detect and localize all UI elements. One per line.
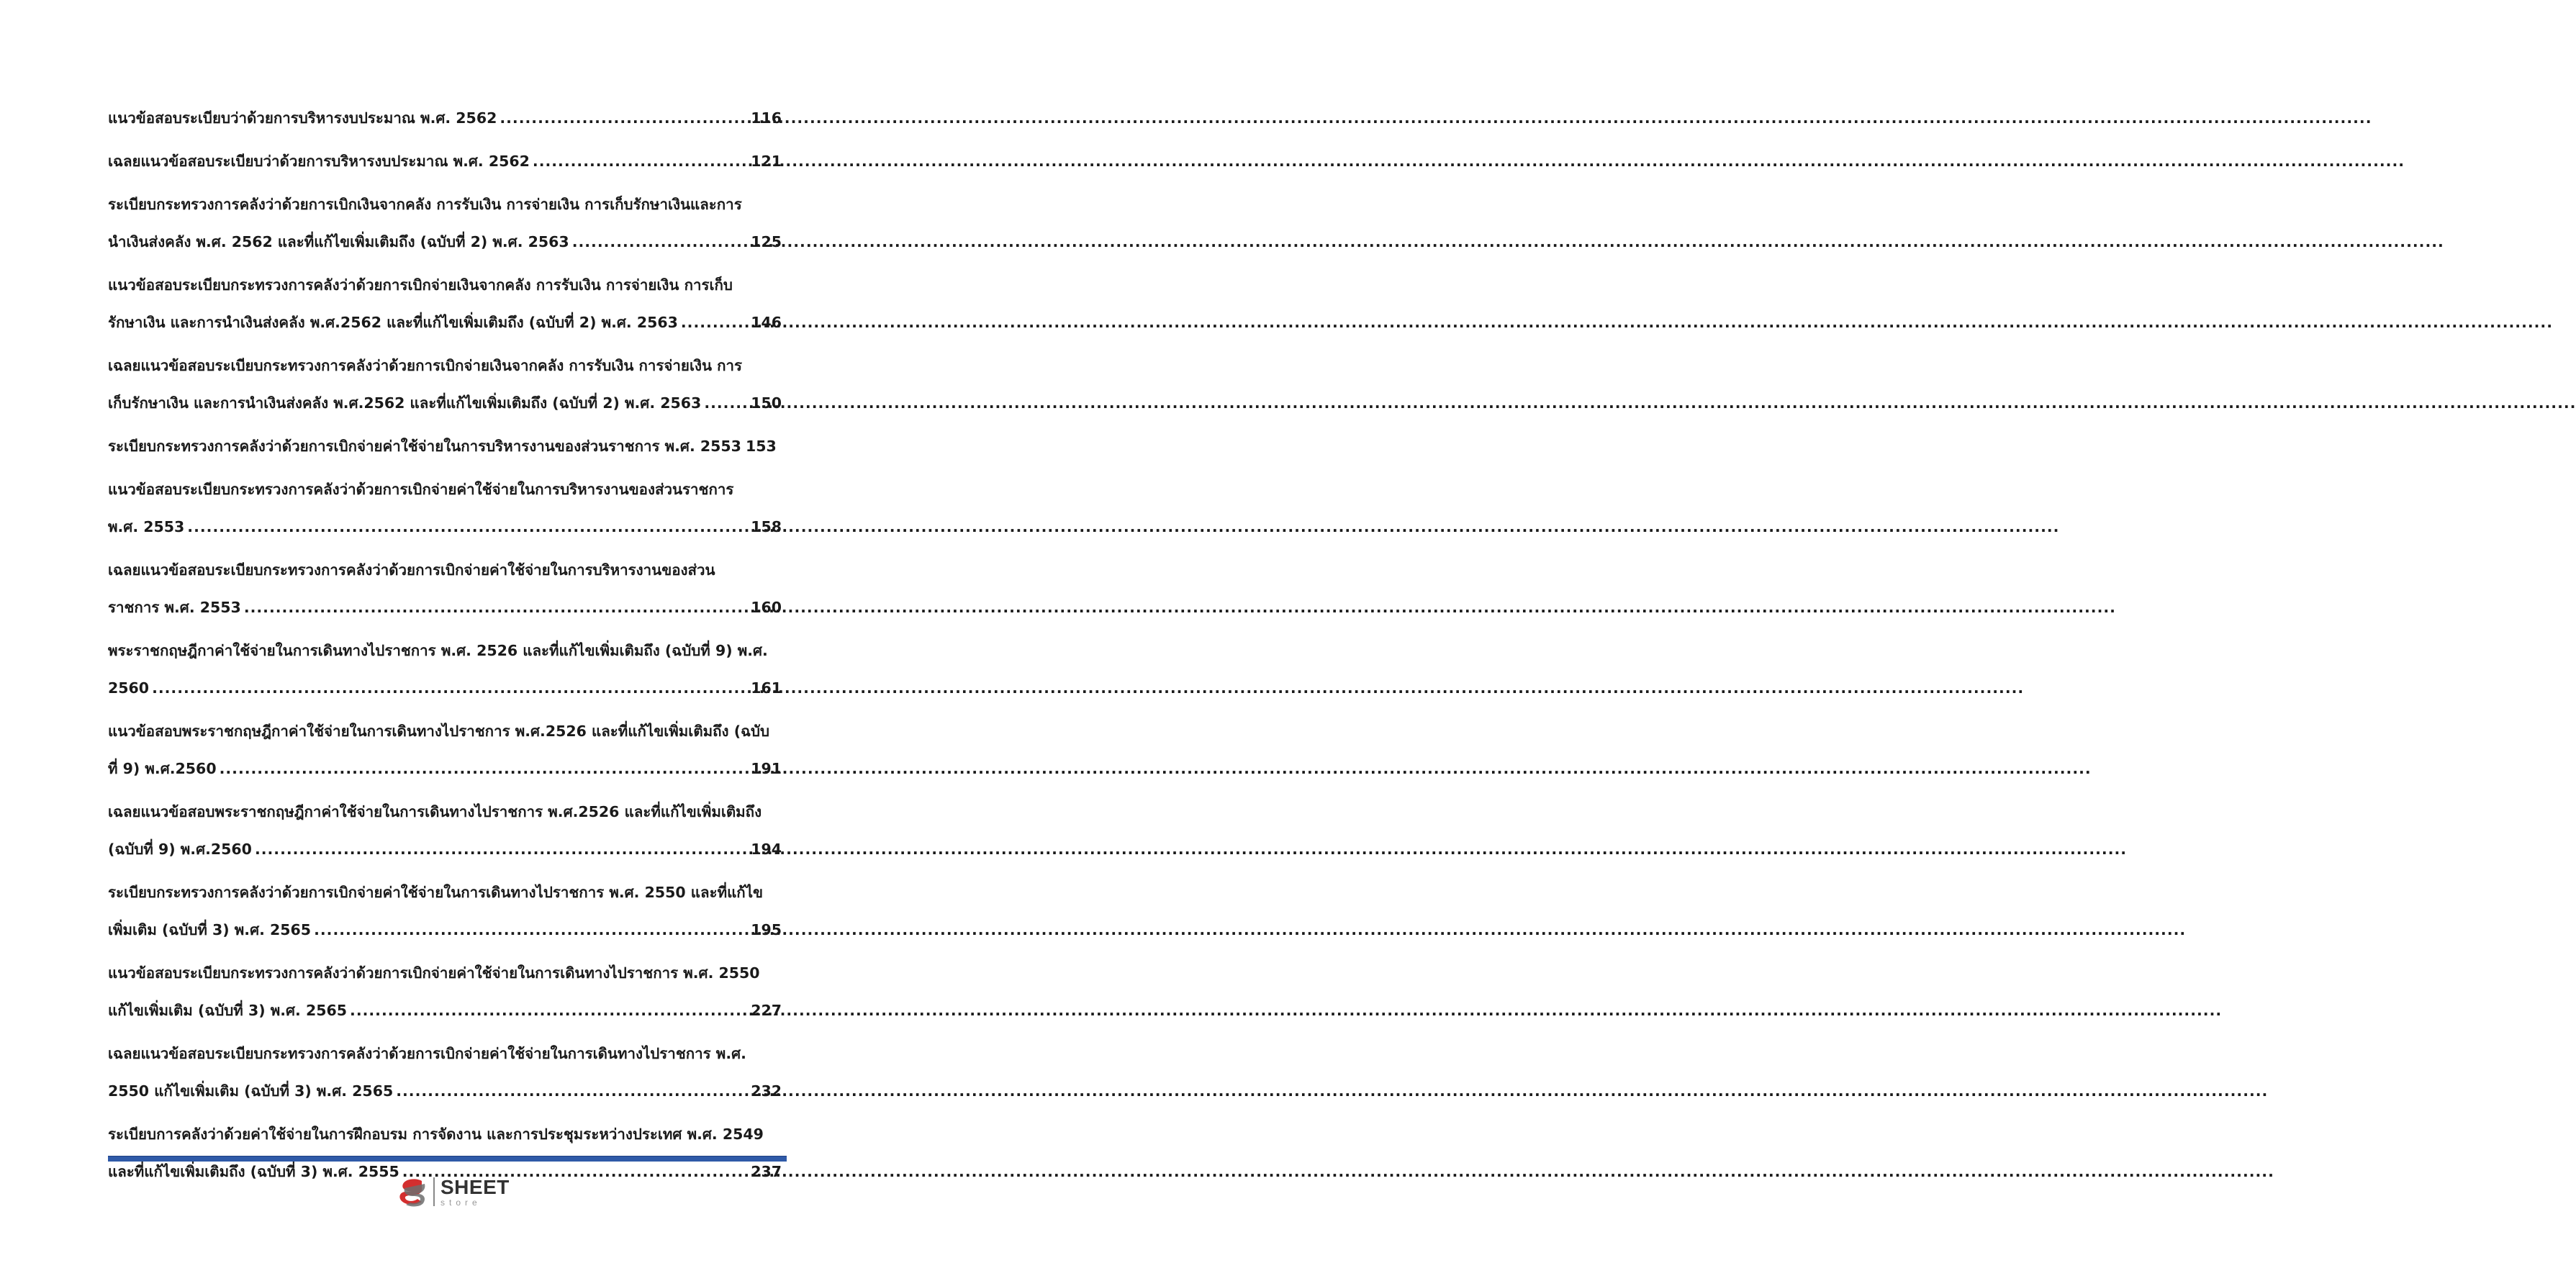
toc-entry[interactable] bbox=[108, 723, 782, 777]
toc-entry-title: เฉลยแนวข้อสอบพระราชกฤษฎีกาค่าใช้จ่ายในการเดินทางไปราชการ พ.ศ.2526 และที่แก้ไขเพิ่มเติมถึง bbox=[108, 803, 762, 820]
toc-entry-title: เฉลยแนวข้อสอบระเบียบกระทรวงการคลังว่าด้วยการเบิกจ่ายค่าใช้จ่ายในการบริหารงานของส่วน bbox=[108, 561, 715, 579]
logo-separator bbox=[433, 1177, 435, 1206]
toc-dot-leader bbox=[533, 153, 748, 170]
toc-dot-leader bbox=[572, 233, 749, 250]
toc-entry-title: แนวข้อสอบพระราชกฤษฎีกาค่าใช้จ่ายในการเดินทางไปราชการ พ.ศ.2526 และที่แก้ไขเพิ่มเติมถึง (ฉบับ bbox=[108, 723, 770, 740]
logo-word: SHEET bbox=[440, 1175, 510, 1198]
toc-page-number: 227 bbox=[751, 1002, 782, 1019]
toc-entry-title: เฉลยแนวข้อสอบระเบียบว่าด้วยการบริหารงบประมาณ พ.ศ. 2562 bbox=[108, 153, 530, 170]
toc-entry-title: ระเบียบกระทรวงการคลังว่าด้วยการเบิกจ่ายค่าใช้จ่ายในการเดินทางไปราชการ พ.ศ. 2550 และที่แก้ไข bbox=[108, 884, 764, 901]
toc-entry-title: เก็บรักษาเงิน และการนำเงินส่งคลัง พ.ศ.2562 และที่แก้ไขเพิ่มเติมถึง (ฉบับที่ 2) พ.ศ. 2563 bbox=[108, 394, 702, 412]
toc-entry-title: ระเบียบกระทรวงการคลังว่าด้วยการเบิกเงินจากคลัง การรับเงิน การจ่ายเงิน การเก็บรักษาเงินและการ bbox=[108, 196, 742, 213]
toc-entry-title: 2560 bbox=[108, 679, 150, 697]
toc-entry-title: แก้ไขเพิ่มเติม (ฉบับที่ 3) พ.ศ. 2565 bbox=[108, 1002, 348, 1019]
toc-entry[interactable] bbox=[108, 884, 782, 938]
toc-entry-title: รักษาเงิน และการนำเงินส่งคลัง พ.ศ.2562 และที่แก้ไขเพิ่มเติมถึง (ฉบับที่ 2) พ.ศ. 2563 bbox=[108, 314, 678, 331]
logo-sub: store bbox=[440, 1197, 482, 1208]
toc-entry[interactable] bbox=[108, 481, 782, 535]
toc-entry-title: ที่ 9) พ.ศ.2560 bbox=[108, 760, 217, 777]
toc-entry[interactable] bbox=[108, 964, 782, 1019]
toc-entry-title: ระเบียบกระทรวงการคลังว่าด้วยการเบิกจ่ายค่าใช้จ่ายในการบริหารงานของส่วนราชการ พ.ศ. 2553 bbox=[108, 438, 741, 455]
toc-dot-leader bbox=[314, 921, 748, 938]
toc-entry[interactable] bbox=[108, 642, 782, 697]
toc-page-number: 195 bbox=[751, 921, 782, 938]
toc-page-number: 153 bbox=[745, 438, 777, 455]
toc-entry[interactable] bbox=[108, 561, 782, 616]
toc-dot-leader bbox=[220, 760, 749, 777]
sheet-store-logo bbox=[396, 1173, 510, 1210]
toc-dot-leader bbox=[187, 518, 748, 535]
toc-entry-title: (ฉบับที่ 9) พ.ศ.2560 bbox=[108, 841, 252, 858]
toc-entry[interactable] bbox=[108, 1045, 782, 1100]
toc-dot-leader bbox=[350, 1002, 748, 1019]
toc-dot-leader bbox=[244, 599, 748, 616]
toc-entry[interactable] bbox=[108, 196, 782, 250]
toc-entry-title: แนวข้อสอบระเบียบว่าด้วยการบริหารงบประมาณ พ.ศ. 2562 bbox=[108, 109, 497, 127]
toc-entry[interactable] bbox=[108, 109, 782, 127]
toc-page-number: 191 bbox=[751, 760, 782, 777]
toc-entry-title: แนวข้อสอบระเบียบกระทรวงการคลังว่าด้วยการเบิกจ่ายค่าใช้จ่ายในการเดินทางไปราชการ พ.ศ. 2550 bbox=[108, 964, 760, 982]
toc-entry-title: เฉลยแนวข้อสอบระเบียบกระทรวงการคลังว่าด้วยการเบิกจ่ายค่าใช้จ่ายในการเดินทางไปราชการ พ.ศ. bbox=[108, 1045, 746, 1062]
toc-page-number: 121 bbox=[751, 153, 782, 170]
toc-dot-leader bbox=[396, 1082, 748, 1100]
toc-entry[interactable] bbox=[108, 153, 782, 170]
toc-entry[interactable] bbox=[108, 803, 782, 858]
logo-text bbox=[440, 1177, 510, 1207]
toc-entry[interactable] bbox=[108, 357, 782, 412]
toc-entry-title: พระราชกฤษฎีกาค่าใช้จ่ายในการเดินทางไปราชการ พ.ศ. 2526 และที่แก้ไขเพิ่มเติมถึง (ฉบับที่ 9) พ.ศ. bbox=[108, 642, 768, 659]
toc-page-number: 116 bbox=[751, 109, 782, 127]
toc-page-number: 158 bbox=[751, 518, 782, 535]
toc-page-number: 232 bbox=[751, 1082, 782, 1100]
toc-entry-title: พ.ศ. 2553 bbox=[108, 518, 185, 535]
toc-page-number: 161 bbox=[751, 679, 782, 697]
toc-page-number: 150 bbox=[751, 394, 782, 412]
toc-entry-title: เพิ่มเติม (ฉบับที่ 3) พ.ศ. 2565 bbox=[108, 921, 312, 938]
toc-dot-leader bbox=[152, 679, 748, 697]
footer-rule bbox=[108, 1156, 787, 1162]
toc-entry-title: นำเงินส่งคลัง พ.ศ. 2562 และที่แก้ไขเพิ่มเติมถึง (ฉบับที่ 2) พ.ศ. 2563 bbox=[108, 233, 569, 250]
toc-entry-title: ระเบียบการคลังว่าด้วยค่าใช้จ่ายในการฝึกอบรม การจัดงาน และการประชุมระหว่างประเทศ พ.ศ. 2549 bbox=[108, 1126, 764, 1143]
toc-page-number: 160 bbox=[751, 599, 782, 616]
toc-page-number: 125 bbox=[751, 233, 782, 250]
toc-entry-title: และที่แก้ไขเพิ่มเติมถึง (ฉบับที่ 3) พ.ศ. 2555 bbox=[108, 1163, 399, 1180]
toc-dot-leader bbox=[255, 841, 748, 858]
toc-page-number: 237 bbox=[751, 1163, 782, 1180]
toc-entry[interactable] bbox=[108, 276, 782, 331]
table-of-contents bbox=[108, 109, 782, 1206]
toc-dot-leader bbox=[681, 314, 748, 331]
toc-entry[interactable] bbox=[108, 438, 782, 455]
toc-entry-title: แนวข้อสอบระเบียบกระทรวงการคลังว่าด้วยการเบิกจ่ายค่าใช้จ่ายในการบริหารงานของส่วนราชการ bbox=[108, 481, 734, 498]
toc-entry-title: 2550 แก้ไขเพิ่มเติม (ฉบับที่ 3) พ.ศ. 2565 bbox=[108, 1082, 394, 1100]
toc-entry-title: เฉลยแนวข้อสอบระเบียบกระทรวงการคลังว่าด้วยการเบิกจ่ายเงินจากคลัง การรับเงิน การจ่ายเงิน การ bbox=[108, 357, 743, 374]
toc-entry-title: ราชการ พ.ศ. 2553 bbox=[108, 599, 241, 616]
toc-page-number: 194 bbox=[751, 841, 782, 858]
logo-s-icon bbox=[396, 1175, 429, 1208]
toc-entry[interactable] bbox=[108, 1126, 782, 1180]
toc-dot-leader bbox=[500, 109, 748, 127]
toc-entry-title: แนวข้อสอบระเบียบกระทรวงการคลังว่าด้วยการเบิกจ่ายเงินจากคลัง การรับเงิน การจ่ายเงิน การเก็บ bbox=[108, 276, 733, 294]
toc-page-number: 146 bbox=[751, 314, 782, 331]
toc-dot-leader bbox=[704, 394, 748, 412]
